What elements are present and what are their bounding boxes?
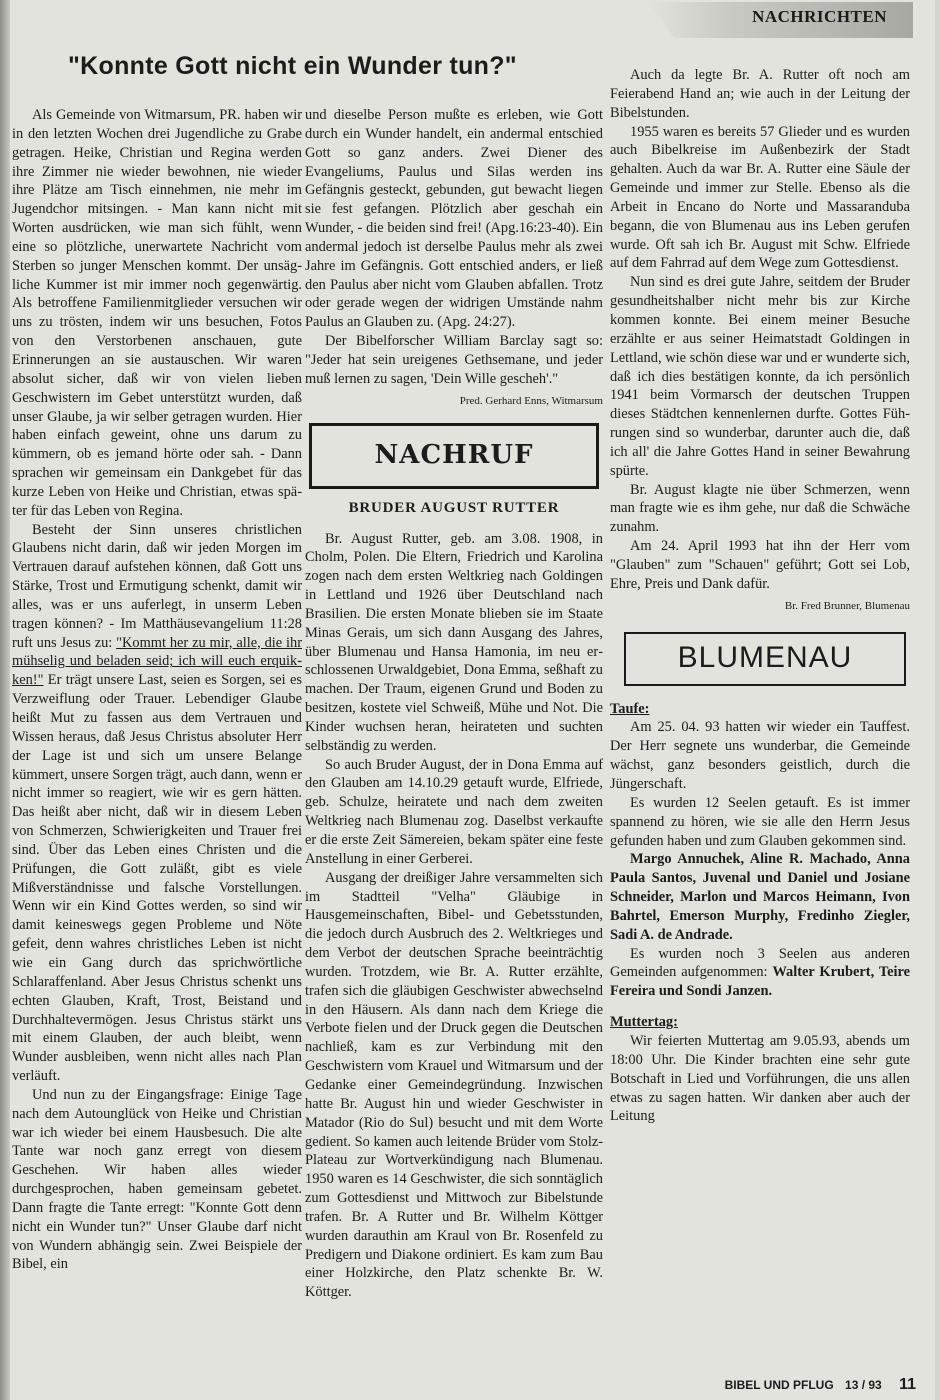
book-spine (0, 0, 10, 1400)
nachruf-paragraph: 1955 waren es bereits 57 Glieder und es wurden auch Bibelkreise im Außenbezirk der Stadt gehalten. Auch da war Br. A. Rutter eine Säule der Gemeinde und immer zur Stelle. Ebenso als die Arbeit in Encano do Norte und Massaranduba begann, die von Blumenau aus ins Leben gerufen wurde. Oft sah ich Br. August mit Schw. Elfriede auf dem Fahrrad auf dem Wege zum Gottesdienst. (610, 123, 910, 272)
blumenau-paragraph: Es wurden noch 3 Seelen aus anderen Gemeinden aufgenommen: Walter Krubert, Teire Fereira und Sondi Janzen. (610, 945, 910, 1000)
blumenau-box (624, 632, 906, 686)
muttertag-heading: Muttertag: (610, 1014, 678, 1031)
taufe-heading: Taufe: (610, 700, 650, 717)
column-1 (12, 106, 302, 1274)
bible-quote: "Kommt her zu mir, alle, die ihr mühselig und beladen seid; ich will euch erquikken!" (12, 634, 302, 689)
nachruf-paragraph: Ausgang der dreißiger Jahre versammelten sich im Stadtteil "Velha" Gläubige in Hausgemeinschaften, Bibel- und Gebetsstunden, die jedoch durch Ausbruch des 2. Weltkrieges und dem Verbot der deutschen Sprache beeinträchtig wurden. Trotzdem, wie Br. A. Rutter erzählte, trafen sich die gläubigen Geschwister abwechselnd in den Häusern. Als dann nach dem Kriege die Verbote fielen und der Druck gegen die Deutschen nachließ, kam es zur Verbindung mit den Geschwistern vom Krauel und Witmarsum und der Gedanke einer Gemeindegründung. Inzwischen hatte Br. August hin und wieder Geschwister in Matador (Rio do Sul) besucht und mit dem Worte gedient. So kamen auch leitende Brüder vom Stolz-Plateau zur Wortverkündigung nach Blumenau. 1950 waren es 14 Geschwister, die sich sonntäglich zum Gottesdienst und Mittwoch zur Bibelstunde trafen. Br. A Rutter und Br. Wilhelm Köttger wurden darauthin am Kraul von Br. Rosenfeld zu Predigern und Diakone ordiniert. Es kam zum Bau einer Holzkirche, den Platz schenkte Br. W. Köttger. (305, 869, 603, 1301)
magazine-name: BIBEL UND PFLUG (724, 1378, 834, 1392)
nachruf-paragraph: Am 24. April 1993 hat ihn der Herr vom "Glauben" zum "Schauen" geführt; Gott sei Lob, Ehre, Preis und Dank dafür. (610, 538, 910, 592)
nachruf-paragraph: Br. August klagte nie über Schmerzen, wenn man fragte wie es ihm gehe, nur daß die Schwäche zunahm. (610, 481, 910, 536)
section-label: NACHRICHTEN (752, 7, 887, 26)
page-number: 11 (899, 1376, 916, 1393)
nachruf-box (309, 423, 599, 489)
article-byline: Pred. Gerhard Enns, Witmarsum (459, 394, 603, 407)
received-names: Walter Krubert, Teire Fereira und Sondi Janzen. (610, 964, 910, 1000)
nachruf-paragraph: Br. August Rutter, geb. am 3.08. 1908, in Cholm, Polen. Die Eltern, Friedrich und Karolina zogen nach dem ersten Weltkrieg nach Goldingen in Lettland und 1926 über Deutschland nach Brasilien. Die ersten Monate blieben sie im Staate Minas Gerais, um sich dann Ausgang des Jahres, über Blumenau und Hansa Hamonia, im neu erschlossenen Urwaldgebiet, Dona Emma, seßhaft zu machen. Der Traum, eigenen Grund und Boden zu besitzen, kostete viel Schweiß, Mühe und Not. Die Kinder wuchsen heran, heirateten und suchten selbständig zu werden. (305, 530, 603, 754)
article-paragraph: Besteht der Sinn unseres christlichen Glaubens nicht darin, daß wir jeden Morgen im Vertrauen darauf aufstehen können, daß Gott uns Stärke, Trost und Ermutigung schenkt, damit wir alles, was er uns auferlegt, in unserm Leben tragen können? - Im Matthäusevangelium 11:28 ruft uns Jesus zu: "Kommt her zu mir, alle, die ihr mühselig und beladen seid; ich will euch erquikken!" Er trägt unsere Last, seien es Sorgen, sei es Verzweiflung oder Trauer. Lebendiger Glaube heißt Mut zu fassen aus dem Vertrauen und Wissen heraus, daß Jesus Christus absoluter Herr der Lage ist und sich um unsere Belange kümmert, unsere Sorgen trägt, auch dann, wenn er nicht immer so reagiert, wie wir es gern hätten. Das heißt aber nicht, daß wir in diesem Leben von Schmerzen, Schwierigkeiten und Trauer frei sind. Über das Leben eines Christen und die Prüfungen, die Gott zuläßt, gibt es viele Mißverständnisse und falsche Vorstellungen. Wenn wir ein Kind Gottes werden, so sind wir damit keineswegs gegen Probleme und Nöte gefeit, denn wahres christliches Leben ist nicht wie ein Gang durch das sprichwörtliche Schlaraffenland. Aber Jesus Christus schenkt uns echten Glauben, Kraft, Trost, Beistand und Durchhaltevermögen. Jesus Christus stärkt uns mit einem Glauben, der auch bleibt, wenn Wunder ausbleiben, wenn nicht alles nach Plan verläuft. (12, 521, 302, 1085)
column-2 (305, 106, 603, 1302)
nachruf-subtitle: BRUDER AUGUST RUTTER (348, 499, 560, 516)
column-3 (610, 66, 910, 1126)
page-footer (725, 1376, 916, 1394)
article-paragraph: Und nun zu der Eingangsfrage: Einige Tage nach dem Autounglück von Heike und Christian war ich wieder bei einem Hausbesuch. Die alte Tante war noch ganz erregt von diesem Geschehen. Wir haben alles wieder durchgesprochen, haben gemeinsam gebetet. Dann fragte die Tante erregt: "Konnte Gott denn nicht ein Wunder tun?" Unser Glaube darf nicht von Wundern abhängig sein. Zwei Beispiele der Bibel, ein (12, 1086, 302, 1273)
article-paragraph: Der Bibelforscher William Barclay sagt so: "Jeder hat sein ureigenes Gethsemane, und jeder muß lernen zu sagen, 'Dein Wille gescheh'." (305, 333, 603, 387)
nachruf-paragraph: Auch da legte Br. A. Rutter oft noch am Feierabend Hand an; wie auch in der Leitung der Bibelstunden. (610, 67, 910, 121)
blumenau-title: BLUMENAU (677, 641, 853, 675)
nachruf-paragraph: So auch Bruder August, der in Dona Emma auf den Glauben am 14.10.29 getauft wurde, Elfriede, geb. Schulze, heiratete und nach dem zweiten Weltkrieg nach Blumenau zog. Daselbst verkaufte er die erste Zeit Sämereien, bekam später eine feste Anstellung in einer Gerberei. (305, 756, 603, 867)
nachruf-paragraph: Nun sind es drei gute Jahre, seitdem der Bruder gesundheitshalber nicht mehr bis zur Kirche kommen konnte. Bei einem meiner Besuche erzählte er aus seiner Heimatstadt Goldingen in Lettland, wie schön diese war und er wunderte sich, daß ich dies bestätigen konnte, da ich persönlich 1941 beim Vormarsch der deutschen Truppen dieses Städtchen kennenlernen durfte. Gottes Führungen sind so wunderbar, darunter auch die, daß ich all' die Jahre Gottes Hand in seiner Bewahrung spürte. (610, 274, 910, 479)
nachruf-byline: Br. Fred Brunner, Blumenau (784, 599, 910, 612)
article-headline: "Konnte Gott nicht ein Wunder tun?" (68, 52, 517, 80)
article-paragraph: Als Gemeinde von Witmarsum, PR. haben wir in den letzten Wochen drei Jugendliche zu Grabe getragen. Heike, Christian und Regina werden ihre Zimmer nie wieder bewohnen, nie wieder ihre Plätze am Tisch einnehmen, nie mehr im Jugendchor mitsingen. - Man kann nicht mit Worten ausdrücken, wie man sich fühlt, wenn eine so plötzliche, unerwartete Nachricht vom Sterben so junger Menschen kommt. Der unsägliche Kummer ist mir immer noch gegenwärtig. Als betroffene Familienmitglieder versuchen wir uns zu trösten, indem wir uns besuchen, Fotos von den Verstorbenen anschauen, gute Erinnerungen an sie austauschen. Wir waren absolut sicher, daß wir von vielen lieben Geschwistern im Gebet unterstützt wurden, daß unser Glaube, ja wir selber getragen wurden. Hier haben einfach geweint, ohne uns darum zu kümmern, ob es jemand hörte oder sah. - Dann sprachen wir gemeinsam ein Dankgebet für das kurze Leben von Heike und Christian, etwas später für das Leben von Regina. (12, 107, 302, 519)
article-paragraph: und dieselbe Person mußte es erleben, wie Gott durch ein Wunder handelt, ein andermal entschied Gott so ganz anders. Zwei Diener des Evangeliums, Paulus und Silas werden ins Gefängnis gesteckt, gebunden, gut bewacht liegen sie fest gefangen. Plötzlich aber geschah ein Wunder, - die beiden sind frei! (Apg.16:23-40). Ein andermal jedoch ist derselbe Paulus mehr als zwei Jahre im Gefängnis. Gott entschied anders, er ließ den Paulus aber nicht vom Glauben abfallen. Trotz oder gerade wegen der widrigen Umstände nahm Paulus an Glauben zu. (Apg. 24:27). (305, 107, 603, 331)
blumenau-paragraph: Am 25. 04. 93 hatten wir wieder ein Tauffest. Der Herr segnete uns wunderbar, die Gemeinde wächst, ganz besonders geistlich, durch die Jüngerschaft. (610, 719, 910, 792)
blumenau-paragraph: Es wurden 12 Seelen getauft. Es ist immer spannend zu hören, wie sie alle den Herrn Jesus gefunden haben und zum Glauben gekommen sind. (610, 794, 910, 849)
nachruf-title: NACHRUF (374, 440, 534, 471)
blumenau-paragraph: Wir feierten Muttertag am 9.05.93, abends um 18:00 Uhr. Die Kinder brachten eine sehr gute Botschaft in Lied und Vorführungen, die uns allen etwas zu sagen hatten. Wir danken aber auch der Leitung (610, 1032, 910, 1125)
baptized-names: Margo Annuchek, Aline R. Machado, Anna Paula Santos, Juvenal und Daniel und Josiane Schneider, Marlon und Marcos Heimann, Ivon Bahrtel, Emerson Murphy, Fredinho Ziegler, Sadi A. de Andrade. (610, 851, 910, 943)
issue-number: 13 / 93 (845, 1378, 882, 1392)
